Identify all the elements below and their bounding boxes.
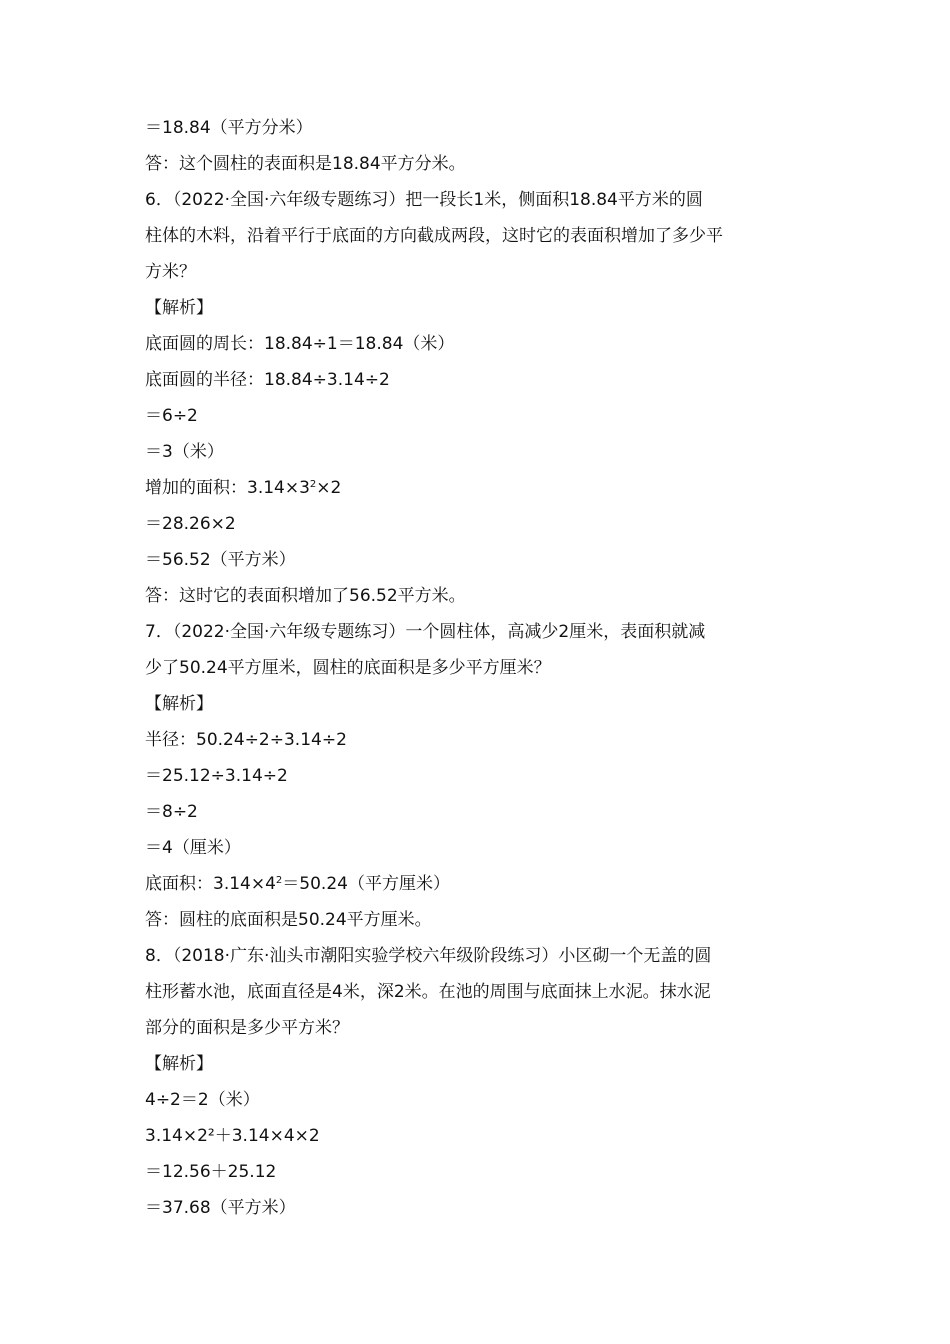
- solution-heading: 【解析】: [145, 694, 213, 714]
- answer-line: 答：这个圆柱的表面积是18.84平方分米。: [145, 154, 466, 174]
- text-line: ＝3（米）: [145, 442, 224, 462]
- text-line: ＝12.56＋25.12: [145, 1162, 277, 1182]
- text-line: ＝8÷2: [145, 802, 198, 822]
- question-8-line-1: 8．（2018·广东·汕头市潮阳实验学校六年级阶段练习）小区砌一个无盖的圆: [145, 946, 712, 966]
- solution-heading: 【解析】: [145, 1054, 213, 1074]
- question-6-line-2: 柱体的木料，沿着平行于底面的方向截成两段，这时它的表面积增加了多少平: [145, 226, 723, 246]
- question-6-line-1: 6．（2022·全国·六年级专题练习）把一段长1米，侧面积18.84平方米的圆: [145, 190, 703, 210]
- text-line: ＝18.84（平方分米）: [145, 118, 313, 138]
- answer-line: 答：这时它的表面积增加了56.52平方米。: [145, 586, 466, 606]
- question-8-line-3: 部分的面积是多少平方米？: [145, 1018, 349, 1038]
- text-line: 4÷2＝2（米）: [145, 1090, 260, 1110]
- question-6-line-3: 方米？: [145, 262, 196, 282]
- text-line: 半径：50.24÷2÷3.14÷2: [145, 730, 347, 750]
- text-line-with-exponent: 增加的面积：$3.14\times 3^2\times 2$: [145, 478, 342, 498]
- solution-heading: 【解析】: [145, 298, 213, 318]
- text-line: ＝6÷2: [145, 406, 198, 426]
- text-line-with-exponent: 底面积：$3.14\times 4^2=50.24$（平方厘米）: [145, 874, 450, 894]
- text-line: ＝4（厘米）: [145, 838, 241, 858]
- answer-line: 答：圆柱的底面积是50.24平方厘米。: [145, 910, 432, 930]
- text-line: 底面圆的半径：18.84÷3.14÷2: [145, 370, 390, 390]
- question-7-line-1: 7．（2022·全国·六年级专题练习）一个圆柱体，高减少2厘米，表面积就减: [145, 622, 706, 642]
- question-7-line-2: 少了50.24平方厘米，圆柱的底面积是多少平方厘米？: [145, 658, 551, 678]
- question-8-line-2: 柱形蓄水池，底面直径是4米，深2米。在池的周围与底面抹上水泥。抹水泥: [145, 982, 711, 1002]
- text-line: 底面圆的周长：18.84÷1＝18.84（米）: [145, 334, 455, 354]
- text-line: ＝28.26×2: [145, 514, 236, 534]
- text-line: 3.14×2²＋3.14×4×2: [145, 1126, 320, 1146]
- text-line: ＝25.12÷3.14÷2: [145, 766, 288, 786]
- text-line: ＝37.68（平方米）: [145, 1198, 296, 1218]
- text-line: ＝56.52（平方米）: [145, 550, 296, 570]
